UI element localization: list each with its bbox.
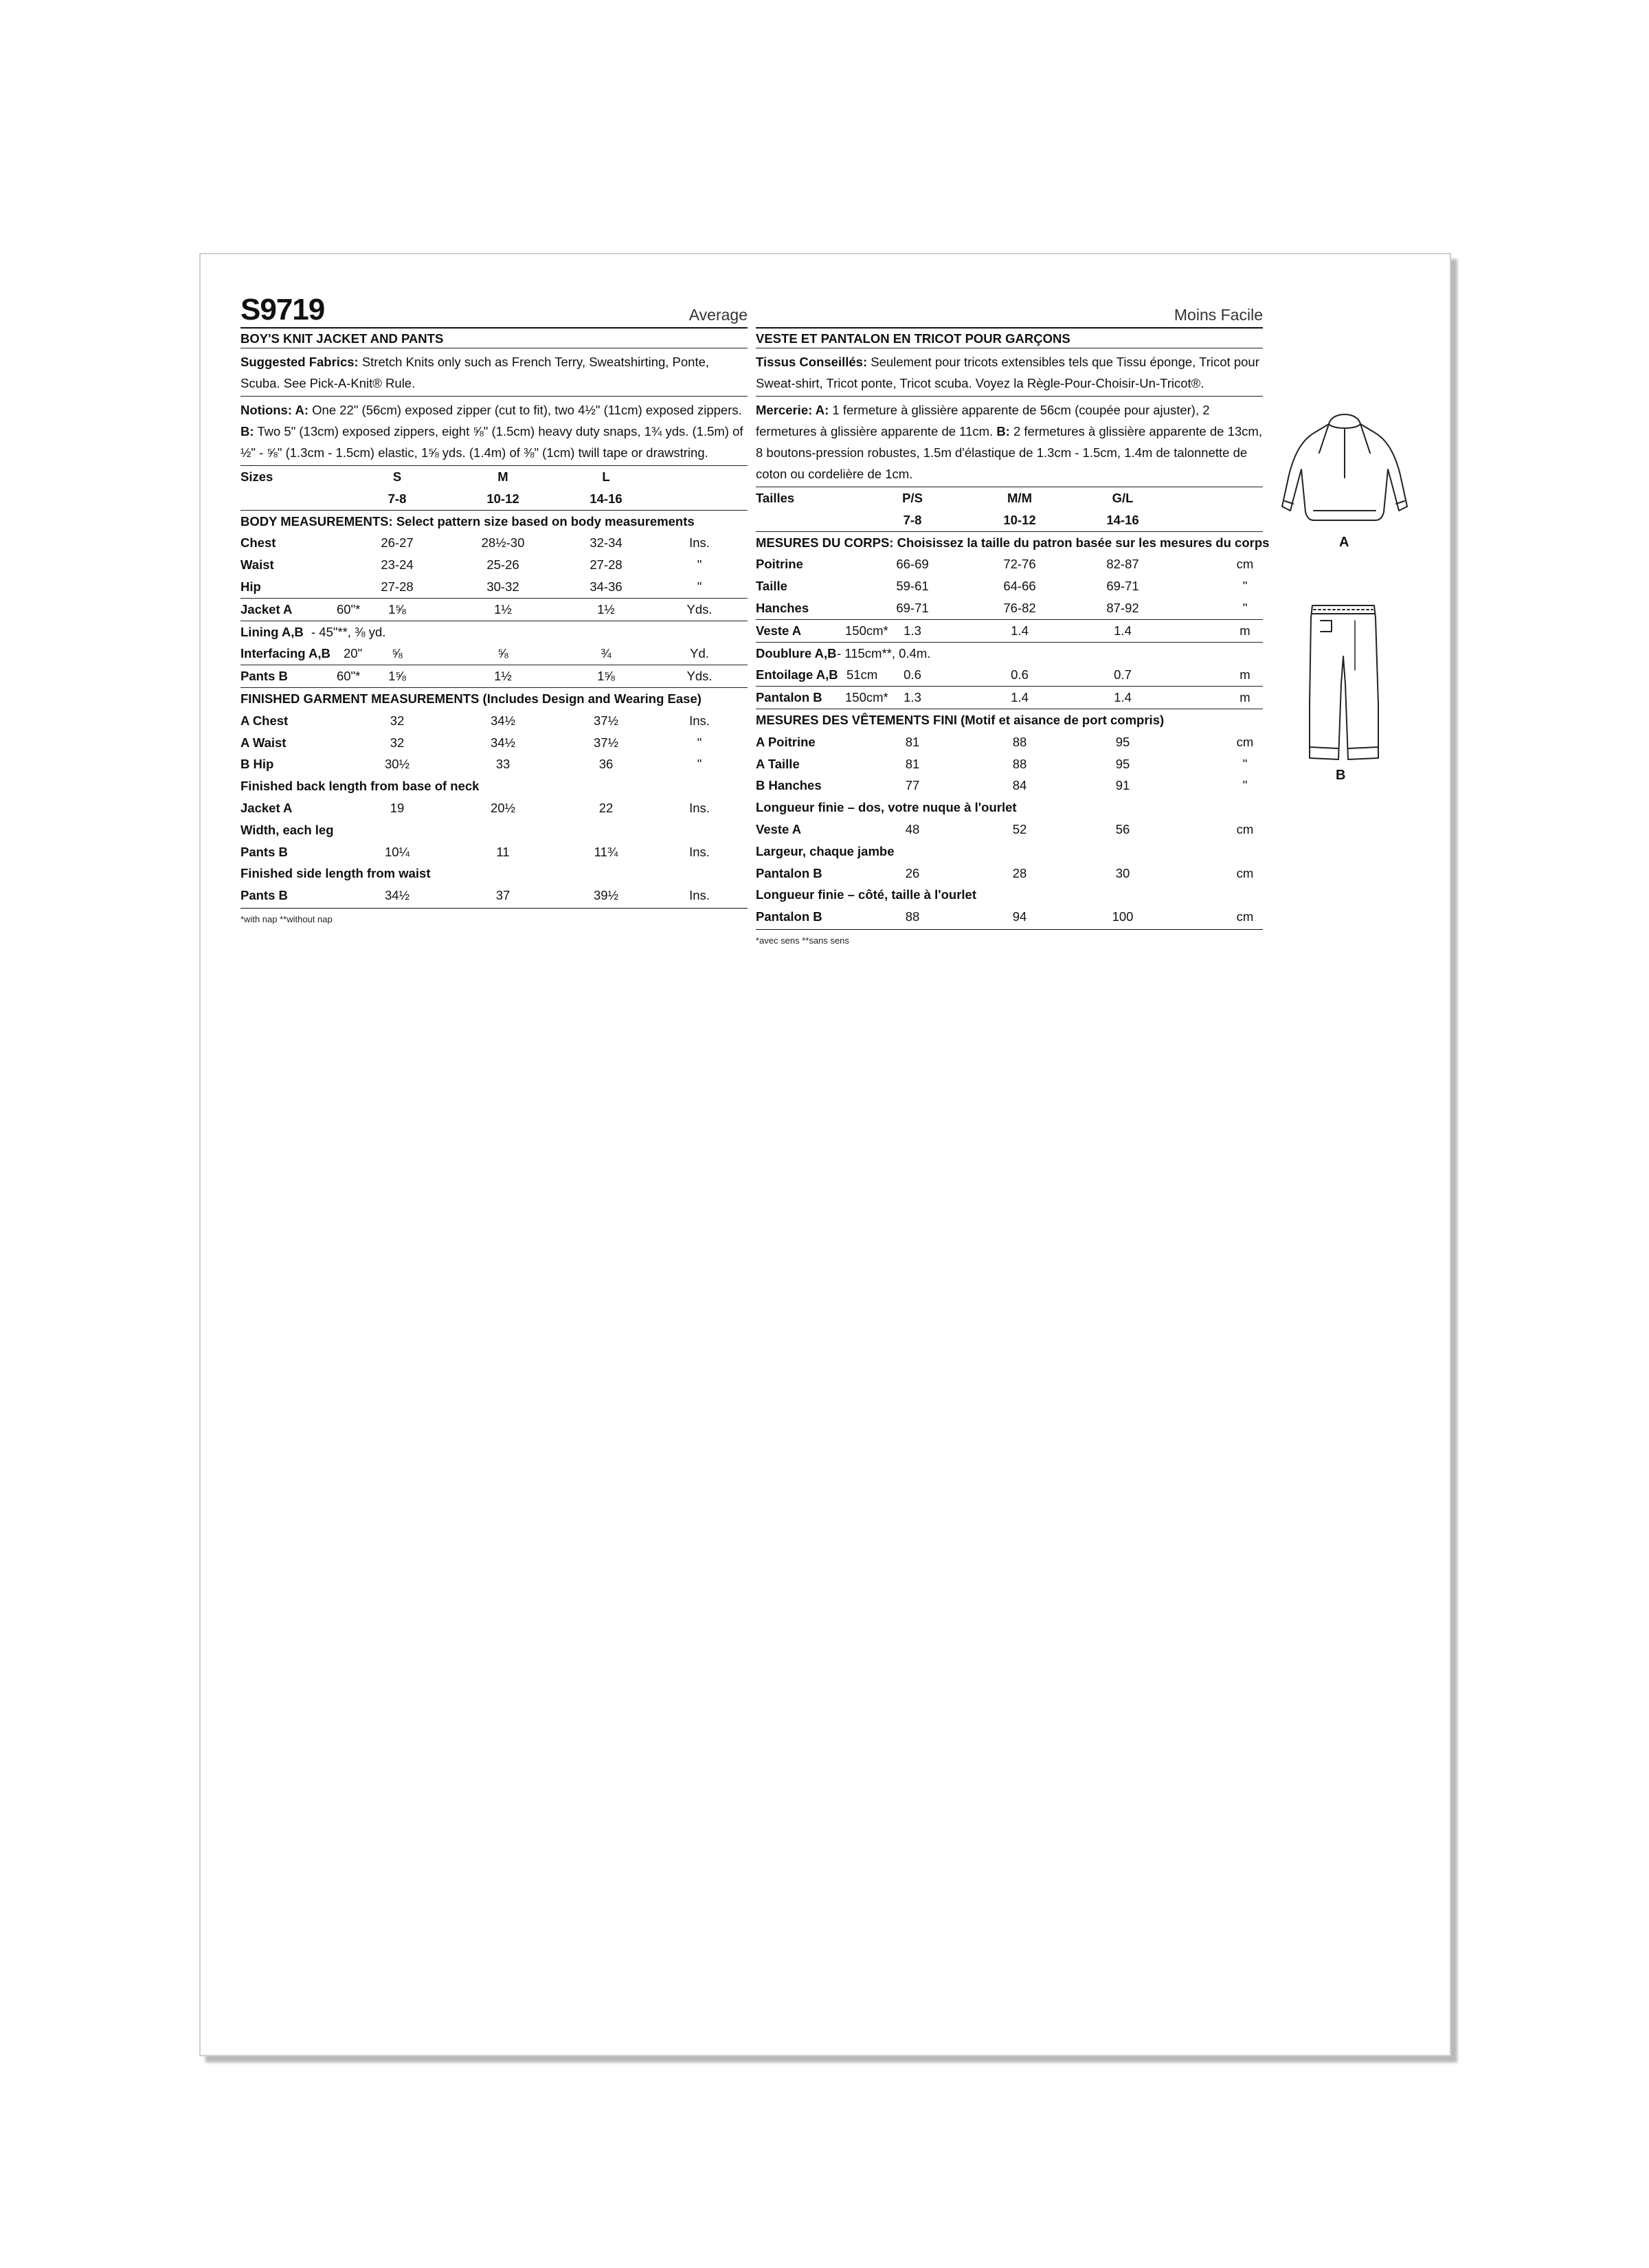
cell: 94 xyxy=(1012,909,1027,924)
cell: 34½ xyxy=(490,713,516,728)
cell: 22 xyxy=(598,800,614,815)
unit: Ins. xyxy=(689,888,710,903)
table-end-rule xyxy=(756,929,1263,930)
cell: 1.3 xyxy=(904,623,921,638)
cell: 77 xyxy=(905,778,920,793)
pants-b-label: B xyxy=(1336,768,1346,783)
french-column xyxy=(756,297,1270,946)
cell: 23-24 xyxy=(381,557,414,572)
unit: " xyxy=(697,579,702,594)
cell: 34½ xyxy=(384,888,410,903)
yardage-row-jacket xyxy=(756,619,1263,642)
yardage-row-pants xyxy=(240,665,748,687)
row-label: Pants B xyxy=(240,669,288,684)
unit: Yds. xyxy=(686,669,713,684)
fabric-width: 150cm* xyxy=(845,690,888,705)
row-label: Pantalon B xyxy=(756,909,822,924)
row-label: A Chest xyxy=(240,713,289,728)
width-row xyxy=(756,863,1263,885)
finished-row-chest xyxy=(240,710,748,732)
row-label: A Waist xyxy=(240,735,287,750)
jacket-a-drawing xyxy=(1279,409,1410,533)
notions-text-a: One 22" (56cm) exposed zipper (cut to fit), two 4½" (11cm) exposed zippers. xyxy=(309,403,742,417)
cell: 0.6 xyxy=(1011,667,1029,682)
row-label: Jacket A xyxy=(240,800,293,815)
row-label: Hip xyxy=(240,579,261,594)
width-row xyxy=(240,841,748,863)
cell: 30-32 xyxy=(486,579,519,594)
finished-row-waist xyxy=(240,732,748,754)
cell: 1.4 xyxy=(1114,623,1132,638)
size-l: L xyxy=(602,469,610,484)
cell: 72-76 xyxy=(1003,557,1036,572)
row-label: Pants B xyxy=(240,888,288,903)
fabrics-text: Stretch Knits only such as French Terry, Sweatshirting, Ponte, Scuba. See Pick-A-Knit® Rule. xyxy=(240,355,710,390)
unit: m xyxy=(1239,623,1250,638)
garment-title: VESTE ET PANTALON EN TRICOT POUR GARÇONS xyxy=(756,327,1263,348)
pattern-envelope-back xyxy=(199,253,1451,2056)
yardage-row-jacket xyxy=(240,598,748,621)
cell: 88 xyxy=(1012,756,1027,771)
unit: " xyxy=(1242,579,1248,594)
size-ranges-row xyxy=(756,509,1263,531)
size-l: G/L xyxy=(1112,491,1134,505)
size-m: M/M xyxy=(1007,491,1032,505)
body-row-chest xyxy=(756,553,1263,575)
notions-label: Mercerie: A: xyxy=(756,403,829,417)
cell: 26 xyxy=(905,865,920,880)
size-range-s: 7-8 xyxy=(388,491,407,506)
cell: 1½ xyxy=(597,601,615,616)
lining-text: - 115cm**, 0.4m. xyxy=(837,645,931,660)
row-label: Doublure A,B xyxy=(756,645,837,660)
fabrics-label: Suggested Fabrics: xyxy=(240,355,359,369)
cell: 37½ xyxy=(593,735,619,750)
difficulty-level: Moins Facile xyxy=(1174,306,1263,324)
cell: 33 xyxy=(495,757,511,772)
unit: Ins. xyxy=(689,713,710,728)
unit: Yd. xyxy=(690,646,709,661)
finished-row-waist xyxy=(756,753,1263,775)
cell: 84 xyxy=(1012,778,1027,793)
notions xyxy=(756,396,1263,487)
notions-text-b: 2 fermetures à glissière apparente de 13cm, 8 boutons-pression robustes, 1.5m d'élastique de 1.3cm - 1.5cm, 1.4m de talonnette de coton ou cordelière de 1cm. xyxy=(756,424,1262,481)
pants-b-drawing xyxy=(1305,601,1381,766)
unit: " xyxy=(697,757,702,772)
unit: Ins. xyxy=(689,844,710,859)
cell: 25-26 xyxy=(486,557,519,572)
unit: cm xyxy=(1236,734,1254,749)
yardage-row-pants xyxy=(756,686,1263,709)
unit: cm xyxy=(1236,865,1254,880)
size-range-l: 14-16 xyxy=(1106,512,1139,527)
body-measurements-heading: MESURES DU CORPS: Choisissez la taille du patron basée sur les mesures du corps xyxy=(756,531,1263,554)
cell: 30½ xyxy=(384,757,410,772)
notions-label-b: B: xyxy=(996,424,1010,438)
notions-text-a: 1 fermeture à glissière apparente de 56cm (coupée pour ajuster), 2 fermetures à glissière apparente de 11cm. xyxy=(756,403,1210,438)
fabric-width: 60"* xyxy=(337,669,361,684)
cell: 95 xyxy=(1115,756,1130,771)
width-heading: Width, each leg xyxy=(240,822,334,837)
cell: 52 xyxy=(1012,821,1027,836)
cell: 27-28 xyxy=(381,579,414,594)
cell: 69-71 xyxy=(1106,579,1139,594)
body-row-waist xyxy=(240,554,748,576)
width-heading: Largeur, chaque jambe xyxy=(756,843,895,858)
jacket-a-label: A xyxy=(1339,535,1349,550)
header xyxy=(756,297,1263,324)
size-range-m: 10-12 xyxy=(486,491,519,506)
cell: 56 xyxy=(1115,821,1130,836)
cell: 88 xyxy=(1012,734,1027,749)
pattern-number: S9719 xyxy=(240,293,325,326)
cell: 1.4 xyxy=(1011,623,1029,638)
row-label: Entoilage A,B xyxy=(756,667,838,682)
cell: 66-69 xyxy=(896,557,929,572)
yardage-row-lining xyxy=(240,621,748,643)
notions-label: Notions: A: xyxy=(240,403,309,417)
fabrics-label: Tissus Conseillés: xyxy=(756,355,868,369)
sizes-row xyxy=(756,487,1263,509)
header xyxy=(240,293,748,326)
finished-row-chest xyxy=(756,731,1263,753)
cell: 20½ xyxy=(490,800,516,815)
cell: 87-92 xyxy=(1106,600,1139,615)
fabrics-text: Seulement pour tricots extensibles tels que Tissu éponge, Tricot pour Sweat-shirt, Tricot ponte, Tricot scuba. Voyez la Règle-Pour-Choisir-Un-Tricot®. xyxy=(756,355,1259,390)
body-row-chest xyxy=(240,532,748,554)
unit: cm xyxy=(1236,821,1254,836)
row-label: Veste A xyxy=(756,821,802,836)
side-length-heading: Finished side length from waist xyxy=(240,866,431,881)
cell: 95 xyxy=(1115,734,1130,749)
cell: 28 xyxy=(1012,865,1027,880)
lining-text: - 45"**, ⅜ yd. xyxy=(311,624,386,639)
row-label: Waist xyxy=(240,557,274,572)
unit: m xyxy=(1239,667,1250,682)
row-label: A Poitrine xyxy=(756,734,816,749)
row-label: Pantalon B xyxy=(756,865,822,880)
cell: 36 xyxy=(598,757,614,772)
cell: 11 xyxy=(496,844,510,859)
back-length-row xyxy=(756,819,1263,841)
back-length-heading: Finished back length from base of neck xyxy=(240,779,480,794)
cell: 81 xyxy=(905,734,920,749)
cell: 32 xyxy=(390,713,405,728)
cell: 11¾ xyxy=(594,844,618,859)
cell: 34½ xyxy=(490,735,516,750)
size-range-m: 10-12 xyxy=(1003,512,1036,527)
cell: 1.4 xyxy=(1011,690,1029,705)
size-ranges-row xyxy=(240,488,748,510)
english-column xyxy=(240,293,748,924)
cell: 37½ xyxy=(593,713,619,728)
unit: " xyxy=(697,735,702,750)
sizes-label: Sizes xyxy=(240,469,273,484)
size-s: P/S xyxy=(902,491,923,505)
size-m: M xyxy=(497,469,508,484)
unit: Yds. xyxy=(686,601,713,616)
size-s: S xyxy=(392,469,402,484)
row-label: A Taille xyxy=(756,756,800,771)
row-label: Jacket A xyxy=(240,601,293,616)
cell: 34-36 xyxy=(590,579,622,594)
fabric-width: 51cm xyxy=(846,667,878,682)
cell: 28½-30 xyxy=(481,535,525,551)
cell: 37 xyxy=(495,888,511,903)
body-measurements-heading: BODY MEASUREMENTS: Select pattern size based on body measurements xyxy=(240,510,748,533)
cell: ¾ xyxy=(601,646,612,661)
cell: 88 xyxy=(905,909,920,924)
cell: 1.4 xyxy=(1114,690,1132,705)
suggested-fabrics xyxy=(756,348,1263,396)
cell: 39½ xyxy=(593,888,619,903)
fabric-width: 60"* xyxy=(337,601,361,616)
side-length-row xyxy=(756,906,1263,928)
sizes-label: Tailles xyxy=(756,491,795,505)
notions xyxy=(240,396,748,465)
notions-text-b: Two 5" (13cm) exposed zippers, eight ⅝" (1.5cm) heavy duty snaps, 1¾ yds. (1.5m) of ½" - ⅝" (1.3cm - 1.5cm) elastic, 1⅝ yds. (1.4m) of ⅜" (1cm) twill tape or drawstring. xyxy=(240,424,743,460)
cell: 48 xyxy=(905,821,920,836)
yardage-row-interfacing xyxy=(240,643,748,665)
row-label: B Hip xyxy=(240,757,274,772)
side-length-heading: Longueur finie – côté, taille à l'ourlet xyxy=(756,887,977,902)
cell: 1½ xyxy=(494,669,512,684)
yardage-row-interfacing xyxy=(756,664,1263,686)
back-length-heading: Longueur finie – dos, votre nuque à l'ourlet xyxy=(756,800,1017,815)
table-end-rule xyxy=(240,908,748,909)
unit: Ins. xyxy=(689,800,710,815)
cell: 81 xyxy=(905,756,920,771)
cell: 32-34 xyxy=(590,535,622,551)
row-label: Chest xyxy=(240,535,276,551)
row-label: B Hanches xyxy=(756,778,822,793)
finished-row-hip xyxy=(756,775,1263,797)
row-label: Pants B xyxy=(240,844,288,859)
sizes-row xyxy=(240,465,748,488)
cell: 64-66 xyxy=(1003,579,1036,594)
cell: 27-28 xyxy=(590,557,622,572)
notions-label-b: B: xyxy=(240,424,254,438)
cell: 0.6 xyxy=(904,667,921,682)
fabric-width: 150cm* xyxy=(845,623,888,638)
unit: m xyxy=(1239,690,1250,705)
garment-title: BOY'S KNIT JACKET AND PANTS xyxy=(240,327,748,348)
cell: 1⅝ xyxy=(597,669,615,684)
finished-measurements-heading: FINISHED GARMENT MEASUREMENTS (Includes Design and Wearing Ease) xyxy=(240,687,748,710)
cell: 1⅝ xyxy=(388,601,406,616)
row-label: Poitrine xyxy=(756,557,803,572)
row-label: Taille xyxy=(756,579,787,594)
back-length-row xyxy=(240,797,748,819)
unit: cm xyxy=(1236,909,1254,924)
row-label: Pantalon B xyxy=(756,690,822,705)
size-range-l: 14-16 xyxy=(590,491,622,506)
cell: 82-87 xyxy=(1106,557,1139,572)
row-label: Interfacing A,B xyxy=(240,646,330,661)
cell: ⅝ xyxy=(392,646,403,661)
difficulty-level: Average xyxy=(688,306,748,324)
fabric-width: 20" xyxy=(344,646,363,661)
cell: 69-71 xyxy=(896,600,929,615)
suggested-fabrics xyxy=(240,348,748,396)
cell: 30 xyxy=(1115,865,1130,880)
unit: " xyxy=(697,557,702,572)
side-length-row xyxy=(240,885,748,907)
yardage-row-lining xyxy=(756,642,1263,665)
finished-row-hip xyxy=(240,753,748,775)
unit: Ins. xyxy=(689,535,710,551)
cell: 91 xyxy=(1115,778,1130,793)
cell: 26-27 xyxy=(381,535,414,551)
cell: 32 xyxy=(390,735,405,750)
unit: " xyxy=(1242,756,1248,771)
cell: 1½ xyxy=(494,601,512,616)
unit: " xyxy=(1242,778,1248,793)
unit: cm xyxy=(1236,557,1254,572)
size-range-s: 7-8 xyxy=(903,512,922,527)
unit: " xyxy=(1242,600,1248,615)
footnote: *avec sens **sans sens xyxy=(756,935,849,946)
cell: 19 xyxy=(390,800,405,815)
footnote: *with nap **without nap xyxy=(240,913,333,924)
row-label: Veste A xyxy=(756,623,802,638)
cell: 10¼ xyxy=(384,844,410,859)
body-row-waist xyxy=(756,575,1263,597)
finished-measurements-heading: MESURES DES VÊTEMENTS FINI (Motif et aisance de port compris) xyxy=(756,709,1263,731)
row-label: Lining A,B xyxy=(240,624,304,639)
cell: 76-82 xyxy=(1003,600,1036,615)
cell: 0.7 xyxy=(1114,667,1132,682)
cell: ⅝ xyxy=(497,646,508,661)
cell: 1.3 xyxy=(904,690,921,705)
cell: 100 xyxy=(1112,909,1134,924)
body-row-hip xyxy=(240,576,748,598)
body-row-hip xyxy=(756,597,1263,619)
row-label: Hanches xyxy=(756,600,809,615)
cell: 59-61 xyxy=(896,579,929,594)
cell: 1⅝ xyxy=(388,669,406,684)
